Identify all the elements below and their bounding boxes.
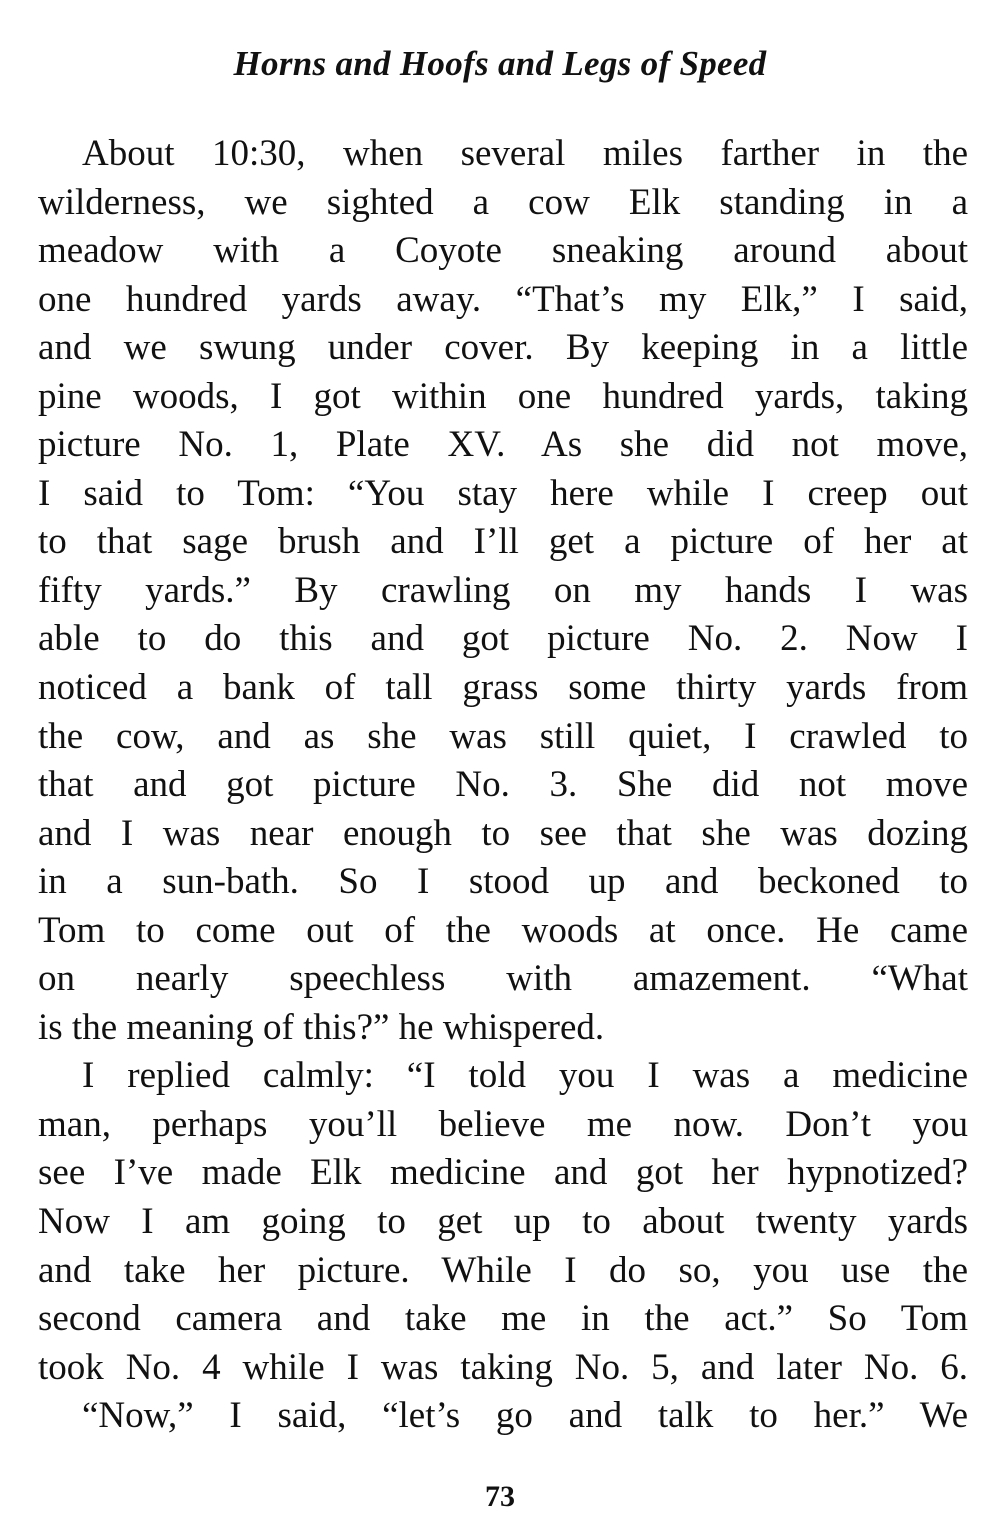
text-line: and we swung under cover. By keeping in a little (38, 327, 968, 369)
text-line: second camera and take me in the act.” So Tom (38, 1298, 968, 1340)
body-text (38, 130, 968, 1441)
text-line: in a sun-bath. So I stood up and beckoned to (38, 861, 968, 903)
text-line: one hundred yards away. “That’s my Elk,” I said, (38, 278, 968, 320)
text-line: see I’ve made Elk medicine and got her hypnotized? (38, 1152, 968, 1194)
text-line: Now I am going to get up to about twenty yards (38, 1201, 968, 1243)
text-line: able to do this and got picture No. 2. Now I (38, 618, 968, 660)
text-line: Tom to come out of the woods at once. He came (38, 909, 968, 951)
running-head: Horns and Hoofs and Legs of Speed (233, 44, 767, 83)
text-line: wilderness, we sighted a cow Elk standing in a (38, 181, 968, 223)
text-line: fifty yards.” By crawling on my hands I was (38, 569, 968, 611)
text-line: About 10:30, when several miles farther in the (82, 133, 968, 174)
text-line: and take her picture. While I do so, you use the (38, 1249, 968, 1291)
text-line: took No. 4 while I was taking No. 5, and later No. 6. (38, 1346, 968, 1388)
text-line: I replied calmly: “I told you I was a medicine (82, 1055, 968, 1097)
text-line: on nearly speechless with amazement. “What (38, 958, 968, 1000)
text-line: “Now,” I said, “let’s go and talk to her.” We (82, 1395, 968, 1437)
text-line: pine woods, I got within one hundred yards, taking (38, 375, 968, 417)
text-line: that and got picture No. 3. She did not move (38, 764, 968, 806)
text-line: meadow with a Coyote sneaking around about (38, 230, 968, 272)
text-line: is the meaning of this?” he whispered. (38, 1006, 605, 1048)
text-line: picture No. 1, Plate XV. As she did not move, (38, 424, 968, 466)
text-line: the cow, and as she was still quiet, I crawled to (38, 715, 968, 757)
text-line: to that sage brush and I’ll get a picture of her at (38, 521, 968, 563)
text-line: man, perhaps you’ll believe me now. Don’t you (38, 1103, 968, 1145)
text-line: and I was near enough to see that she was dozing (38, 812, 968, 854)
text-line: noticed a bank of tall grass some thirty yards from (38, 667, 968, 709)
text-line: I said to Tom: “You stay here while I creep out (38, 472, 968, 514)
page-number: 73 (485, 1480, 515, 1513)
